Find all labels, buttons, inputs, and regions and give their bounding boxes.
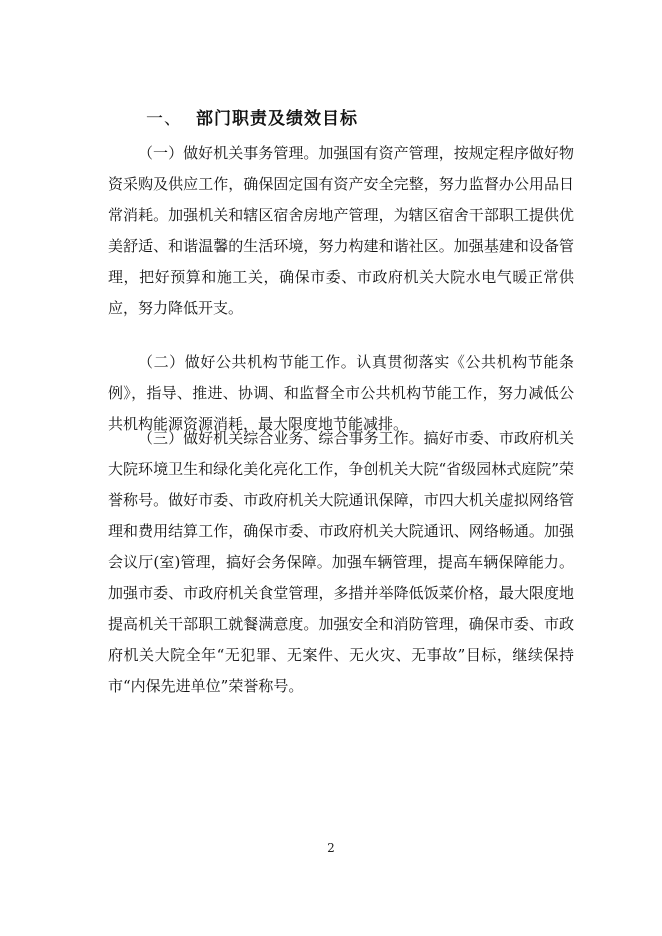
paragraph-affairs-management: （一）做好机关事务管理。加强国有资产管理，按规定程序做好物资采购及供应工作，确保固定国有资产安全完整，努力监督办公用品日常消耗。加强机关和辖区宿舍房地产管理，为辖区宿舍干部职工提供优美舒适、和谐温馨的生活环境，努力构建和谐社区。加强基建和设备管理，把好预算和施工关，确保市委、市政府机关大院水电气暖正常供应，努力降低开支。 (108, 144, 574, 317)
section-title: 部门职责及绩效目标 (196, 109, 358, 129)
section-number: 一、 (146, 109, 182, 129)
paragraph-energy-saving: （二）做好公共机构节能工作。认真贯彻落实《公共机构节能条例》，指导、推进、协调、和监督全市公共机构节能工作，努力减低公共机构能源资源消耗，最大限度地节能减排。 (108, 353, 574, 433)
section-heading (146, 104, 358, 129)
paragraph-comprehensive-affairs: （三）做好机关综合业务、综合事务工作。搞好市委、市政府机关大院环境卫生和绿化美化亮化工作，争创机关大院“省级园林式庭院”荣誉称号。做好市委、市政府机关大院通讯保障，市四大机关虚拟网络管理和费用结算工作，确保市委、市政府机关大院通讯、网络畅通。加强会议厅(室)管理，搞好会务保障。加强车辆管理，提高车辆保障能力。加强市委、市政府机关食堂管理，多措并举降低饭菜价格，最大限度地提高机关干部职工就餐满意度。加强安全和消防管理，确保市委、市政府机关大院全年“无犯罪、无案件、无火灾、无事故”目标，继续保持市“内保先进单位”荣誉称号。 (108, 429, 574, 695)
page-number: 2 (327, 841, 335, 855)
